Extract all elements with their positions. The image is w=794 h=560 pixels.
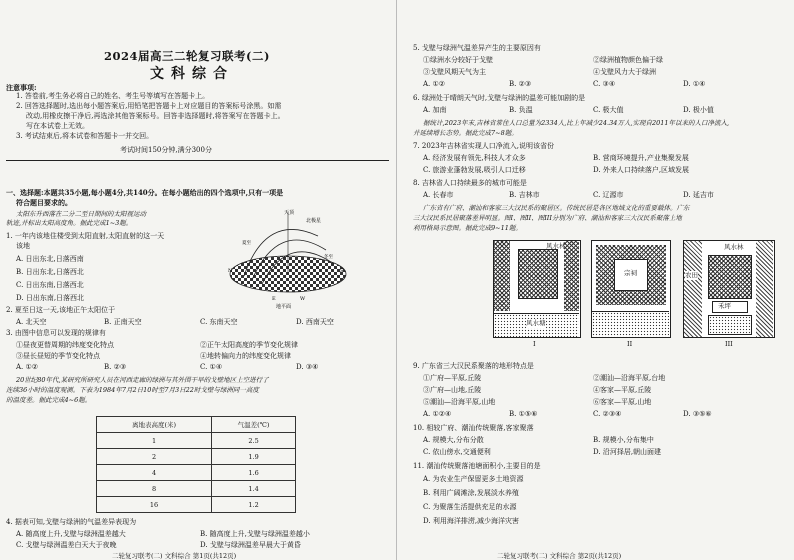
passage3-line2: 并延续增长态势。据此完成7~8题。 [413,129,518,137]
q6-option-b: B. 负温 [509,106,533,114]
page-footer-right: 二轮复习联考(二) 文科综合 第2页(共12页) [497,552,622,560]
q11-stem: 11. 潮汕传统聚落池塘面积小,主要目的是 [413,462,541,470]
passage2-line2: 连续36小时的温度观测。下表为1984年7月2日10时至7月3日22时戈壁与绿洲同一高度 [6,386,259,394]
passage1-line1: 太阳东升西落在二分二至日期间的太阳视运动 [16,210,146,218]
q5-item-3: ③戈壁风期天气为主 [423,68,486,76]
q3-item-2: ②正午太阳高度的季节变化规律 [200,341,298,349]
figure-2 [591,240,671,338]
q5-stem: 5. 戈壁与绿洲气温差异产生的主要原因有 [413,44,541,52]
q11-option-c: C. 为聚落生活提供充足的水源 [423,503,517,511]
subject-title: 文科综合 [150,66,234,82]
temperature-table [96,416,296,513]
q5-option-a: A. ①② [423,80,446,88]
section1-heading: 一、选择题:本题共35小题,每小题4分,共140分。在每小题给出的四个选项中,只有一项是 [6,188,284,197]
table-row [97,481,296,497]
sun-path-diagram [226,206,348,310]
residence-block [518,249,558,299]
q10-option-c: C. 依山傍水,交通便利 [423,448,491,456]
passage2-line3: 的温度差。据此完成4~6题。 [6,396,92,404]
q3-option-d: D. ③④ [296,363,319,371]
note-2b: 改动,用橡皮擦干净后,再选涂其他答案标号。回答非选择题时,将答案写在答题卡上。 [26,112,285,120]
q5-option-b: B. ②③ [509,80,532,88]
q1-option-d: D. 日出东南,日落西北 [16,294,85,302]
q4-stem: 4. 据表可知,戈壁与绿洲的气温差异表现为 [6,518,137,526]
q3-option-b: B. ②③ [104,363,127,371]
q1-stem-2: 该地 [16,242,30,250]
q3-option-c: C. ①④ [200,363,223,371]
q6-option-a: A. 加南 [423,106,447,114]
q5-option-c: C. ③④ [593,80,616,88]
q7-option-a: A. 经济发展有领先,科技人才众多 [423,154,526,162]
table-cell: 4 [97,465,212,481]
passage2-line1: 20世纪80年代,某研究所研究人员在河西走廊的绿洲与其外围干旱的戈壁地区上空进行了 [16,376,269,384]
table-cell: 2.5 [212,433,296,449]
table-header-row [97,417,296,433]
label-s: S [340,268,344,274]
q11-option-b: B. 利用广阔滩涂,发展淡水养殖 [423,489,519,497]
q4-option-b: B. 随高度上升,戈壁与绿洲温差越小 [200,530,310,538]
passage3-line1: 据统计,2023年末,吉林省常住人口总量为2334人,比上年减少24.34万人,实现自2011年以来的人口净流入, [423,119,730,127]
q4-option-a: A. 随高度上升,戈壁与绿洲温差越大 [16,530,126,538]
q9-item-5: ⑤潮汕—沿海平原,山地 [423,398,496,406]
q9-item-3: ③广府—山地,丘陵 [423,386,482,394]
q9-option-b: B. ①⑤⑥ [509,410,538,418]
table-cell: 1.2 [212,497,296,513]
note-2: 2. 回答选择题时,选出每小题答案后,用铅笔把答题卡上对应题目的答案标号涂黑。如需 [16,102,282,110]
label-pond: 风水塘 [526,319,546,327]
q8-option-d: D. 延吉市 [683,191,714,199]
q6-option-d: D. 极小值 [683,106,714,114]
q5-item-1: ①绿洲水分较好于戈壁 [423,56,493,64]
label-forest-3: 风水林 [724,243,744,251]
label-n: N [228,268,233,274]
table-cell: 1.9 [212,449,296,465]
fengshui-forest-right [564,241,579,311]
passage4-line1: 广东省有广府、潮汕和客家三大汉民系的聚居区。传统民居是各区地域文化的重要载体。广东 [423,204,690,212]
q10-option-a: A. 规模大,分布分散 [423,436,484,444]
q9-item-2: ②潮汕—沿海平原,台地 [593,374,666,382]
q1-option-a: A. 日出东北,日落西南 [16,255,84,263]
table-header-height: 离地表高度(米) [97,417,212,433]
table-cell: 1.6 [212,465,296,481]
q2-stem: 2. 夏至日这一天,该地正午太阳位于 [6,306,116,314]
q8-option-b: B. 吉林市 [509,191,540,199]
q10-stem: 10. 相较广府、潮汕传统聚落,客家聚落 [413,424,534,432]
passage4-line2: 三大汉民系民居聚落差异明显。图I、图II、图III分别为广府、潮汕和客家三大汉民系聚落上地 [413,214,682,222]
q8-option-c: C. 辽源市 [593,191,624,199]
exam-title: 2024届高三二轮复习联考(二) [104,49,270,63]
farmland-left [684,241,702,337]
right-page [397,0,794,560]
label-zenith: 天顶 [284,210,295,216]
q2-option-c: C. 东南天空 [200,318,238,326]
q6-stem: 6. 绿洲处于晴朗天气时,戈壁与绿洲的温差可能加剧的是 [413,94,586,102]
pond-3 [708,315,752,335]
pond-area-2 [592,311,669,337]
round-house [708,255,752,299]
divider-line [6,160,389,161]
q7-option-c: C. 旅游业蓬勃发展,吸引人口迁移 [423,166,526,174]
q9-option-c: C. ②③④ [593,410,622,418]
q2-option-a: A. 北天空 [16,318,47,326]
label-yard: 禾坪 [718,302,731,310]
q5-item-2: ②绿洲植物颜色偏于绿 [593,56,663,64]
figure-1 [493,240,581,338]
q10-option-d: D. 沿河择居,朝山面建 [593,448,662,456]
q1-option-c: C. 日出东南,日落西北 [16,281,84,289]
q3-item-4: ④地转偏向力的纬度变化规律 [200,352,291,360]
q8-option-a: A. 长春市 [423,191,454,199]
q9-item-1: ①广府—平原,丘陵 [423,374,482,382]
q3-item-1: ①昼夜更替周期的纬度变化特点 [16,341,114,349]
q5-option-d: D. ①④ [683,80,706,88]
label-summer: 夏至 [242,241,251,246]
note-1: 1. 答卷前,考生务必将自己的姓名、考生号等填写在答题卡上。 [16,92,210,100]
notes-heading: 注意事项: [6,83,37,92]
farmland-right [756,241,773,337]
q9-stem: 9. 广东省三大汉民系聚落的地形特点是 [413,362,534,370]
q3-item-3: ③昼长昼短的季节变化特点 [16,352,100,360]
fig-label-2: II [627,340,633,348]
figure-3 [683,240,775,338]
settlement-diagrams [493,240,775,352]
table-row [97,465,296,481]
label-polaris: 北极星 [306,218,322,224]
label-hall: 宗祠 [624,269,637,277]
q2-option-d: D. 西南天空 [296,318,334,326]
q7-option-d: D. 外来人口持续落户,区域发展 [593,166,690,174]
label-winter: 冬至 [324,255,333,260]
table-row [97,433,296,449]
q7-option-b: B. 营商环境提升,产业集聚发展 [593,154,689,162]
q1-stem: 1. 一年内该地住楼受到太阳直射,太阳直射的这一天 [6,232,165,240]
q8-stem: 8. 吉林省人口持续最多的城市可能是 [413,179,527,187]
note-2c: 写在本试卷上无效。 [26,122,89,130]
note-3: 3. 考试结束后,将本试卷和答题卡一并交回。 [16,132,154,140]
q3-stem: 3. 由图中信息可以发现的规律有 [6,329,106,337]
table-cell: 2 [97,449,212,465]
q1-option-b: B. 日出东北,日落西北 [16,268,84,276]
label-horizon: 地平面 [276,304,292,310]
q3-option-a: A. ①② [16,363,39,371]
page-footer-left: 二轮复习联考(二) 文科综合 第1页(共12页) [112,552,237,560]
table-cell: 1.4 [212,481,296,497]
table-cell: 16 [97,497,212,513]
q5-item-4: ④戈壁风力大于绿洲 [593,68,656,76]
table-header-temp: 气温差(℃) [212,417,296,433]
table-cell: 1 [97,433,212,449]
q9-item-4: ④客家—平原,丘陵 [593,386,652,394]
label-w: W [300,296,306,302]
q10-option-b: B. 规模小,分布集中 [593,436,654,444]
q2-option-b: B. 正南天空 [104,318,142,326]
table-cell: 8 [97,481,212,497]
label-e: E [272,296,276,302]
q9-option-d: D. ③⑤⑥ [683,410,712,418]
label-field: 农田 [685,271,698,279]
q7-stem: 7. 2023年吉林省实现人口净流入,说明该省份 [413,142,554,150]
fengshui-forest-left [494,241,510,311]
exam-time: 考试时间150分钟,满分300分 [120,146,212,154]
table-row [97,449,296,465]
table-row [97,497,296,513]
fig-label-3: III [725,340,733,348]
fig-label-1: I [533,340,536,348]
passage4-line3: 利用格局示意图。据此完成9~11题。 [413,224,522,232]
q9-item-6: ⑥客家—平原,山地 [593,398,652,406]
q4-option-d: D. 戈壁与绿洲温差早晨大于黄昏 [200,541,301,549]
q11-option-a: A. 为农业生产保留更多土地资源 [423,475,524,483]
q11-option-d: D. 利用海洋排涝,减少海洋灾害 [423,517,520,525]
passage1-line2: 轨迹,并标出太阳高度角。据此完成1~3题。 [6,219,133,227]
label-forest: 风水林 [546,242,566,250]
q6-option-c: C. 极大值 [593,106,624,114]
q9-option-a: A. ①②④ [423,410,452,418]
section1-heading-2: 符合题目要求的。 [16,198,72,207]
q4-option-c: C. 戈壁与绿洲温差白天大于夜晚 [16,541,117,549]
